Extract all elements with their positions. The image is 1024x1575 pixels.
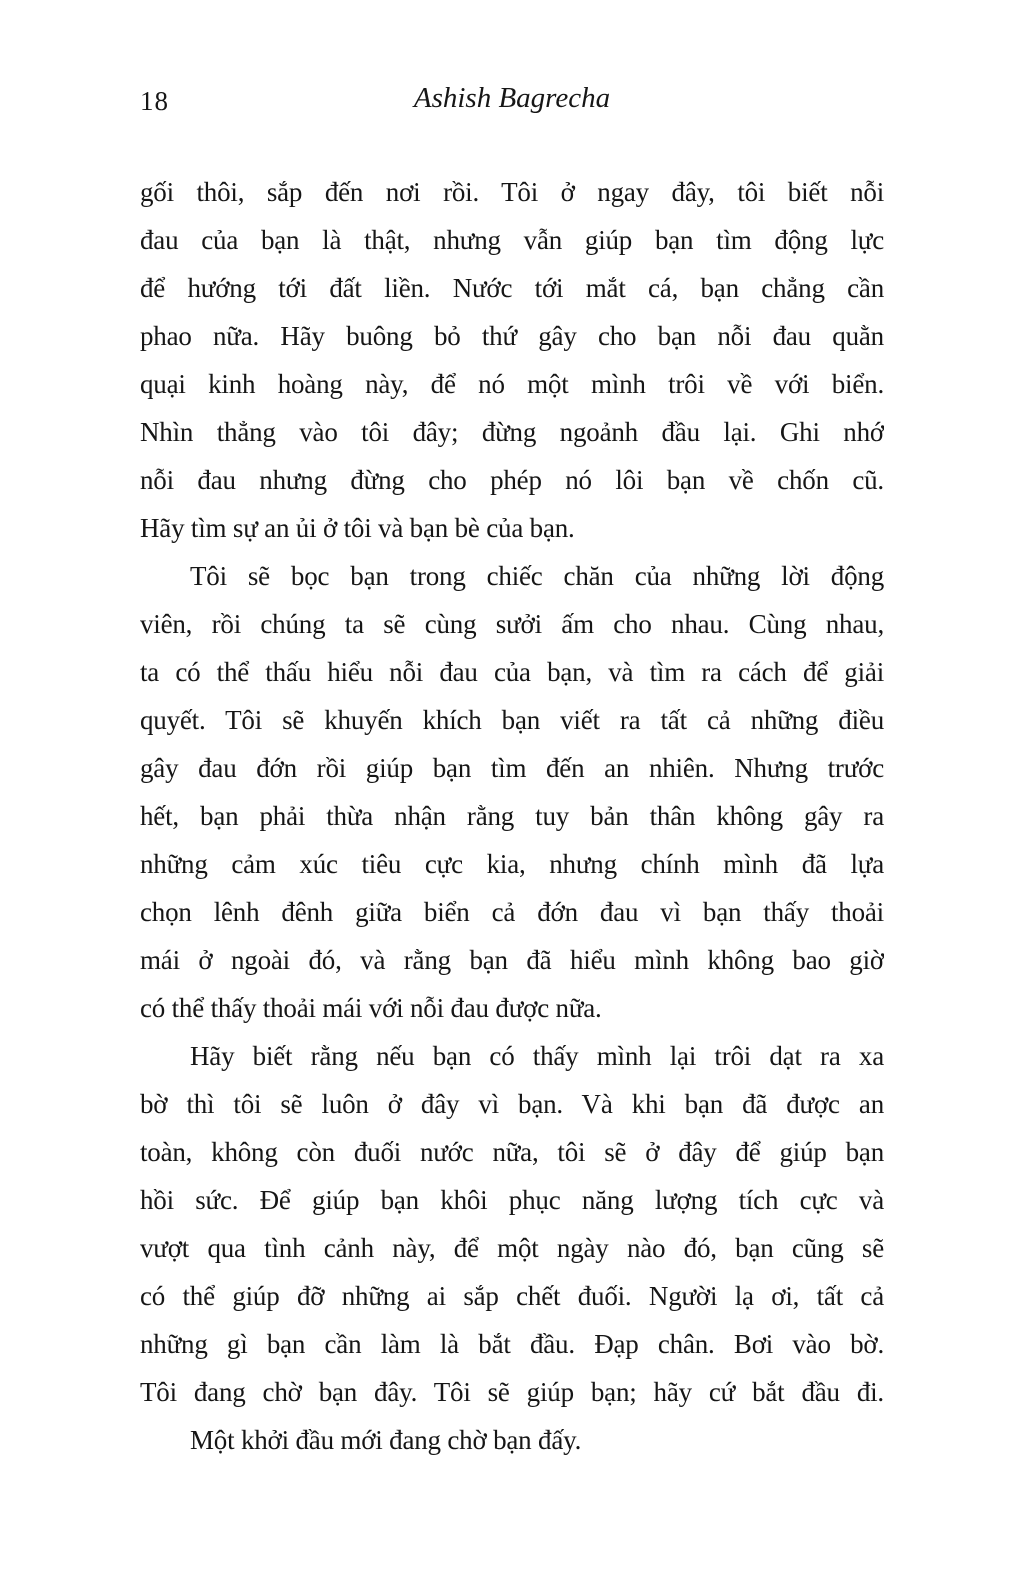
text-line: chọn lênh đênh giữa biển cả đớn đau vì bạn thấy thoải (140, 897, 884, 927)
paragraph (140, 1032, 884, 1416)
text-line: những cảm xúc tiêu cực kia, nhưng chính mình đã lựa (140, 849, 884, 879)
text-line: có thể giúp đỡ những ai sắp chết đuối. Người lạ ơi, tất cả (140, 1281, 884, 1311)
text-line: những gì bạn cần làm là bắt đầu. Đạp chân. Bơi vào bờ. (140, 1329, 884, 1359)
text-line: hết, bạn phải thừa nhận rằng tuy bản thân không gây ra (140, 801, 884, 831)
text-line: hồi sức. Để giúp bạn khôi phục năng lượng tích cực và (140, 1185, 884, 1215)
text-line: Tôi đang chờ bạn đây. Tôi sẽ giúp bạn; hãy cứ bắt đầu đi. (140, 1377, 884, 1407)
page-header (140, 82, 884, 118)
text-line: mái ở ngoài đó, và rằng bạn đã hiểu mình không bao giờ (140, 945, 884, 975)
page-number: 18 (140, 86, 169, 116)
text-line: viên, rồi chúng ta sẽ cùng sưởi ấm cho nhau. Cùng nhau, (140, 609, 884, 639)
text-line: Nhìn thẳng vào tôi đây; đừng ngoảnh đầu lại. Ghi nhớ (140, 417, 884, 447)
text-line: Hãy tìm sự an ủi ở tôi và bạn bè của bạn. (140, 513, 575, 543)
text-line: đau của bạn là thật, nhưng vẫn giúp bạn tìm động lực (140, 225, 884, 255)
text-line: gây đau đớn rồi giúp bạn tìm đến an nhiên. Nhưng trước (140, 753, 884, 783)
text-line: Hãy biết rằng nếu bạn có thấy mình lại trôi dạt ra xa (190, 1041, 884, 1071)
page-body (140, 168, 884, 1464)
text-line: toàn, không còn đuối nước nữa, tôi sẽ ở đây để giúp bạn (140, 1137, 884, 1167)
paragraph (140, 1416, 884, 1464)
text-line: có thể thấy thoải mái với nỗi đau được nữa. (140, 993, 602, 1023)
text-line: Tôi sẽ bọc bạn trong chiếc chăn của những lời động (190, 561, 884, 591)
text-line: ta có thể thấu hiểu nỗi đau của bạn, và tìm ra cách để giải (140, 657, 884, 687)
text-line: nỗi đau nhưng đừng cho phép nó lôi bạn về chốn cũ. (140, 465, 884, 495)
text-line: quyết. Tôi sẽ khuyến khích bạn viết ra tất cả những điều (140, 705, 884, 735)
text-line: gối thôi, sắp đến nơi rồi. Tôi ở ngay đây, tôi biết nỗi (140, 177, 884, 207)
text-line: phao nữa. Hãy buông bỏ thứ gây cho bạn nỗi đau quằn (140, 321, 884, 351)
text-line: vượt qua tình cảnh này, để một ngày nào đó, bạn cũng sẽ (140, 1233, 884, 1263)
text-line: Một khởi đầu mới đang chờ bạn đấy. (190, 1425, 582, 1455)
paragraph (140, 552, 884, 1032)
paragraph (140, 168, 884, 552)
running-head-author: Ashish Bagrecha (413, 82, 611, 114)
text-line: bờ thì tôi sẽ luôn ở đây vì bạn. Và khi bạn đã được an (140, 1089, 884, 1119)
text-line: quại kinh hoàng này, để nó một mình trôi về với biển. (140, 369, 884, 399)
text-line: để hướng tới đất liền. Nước tới mắt cá, bạn chẳng cần (140, 273, 884, 303)
